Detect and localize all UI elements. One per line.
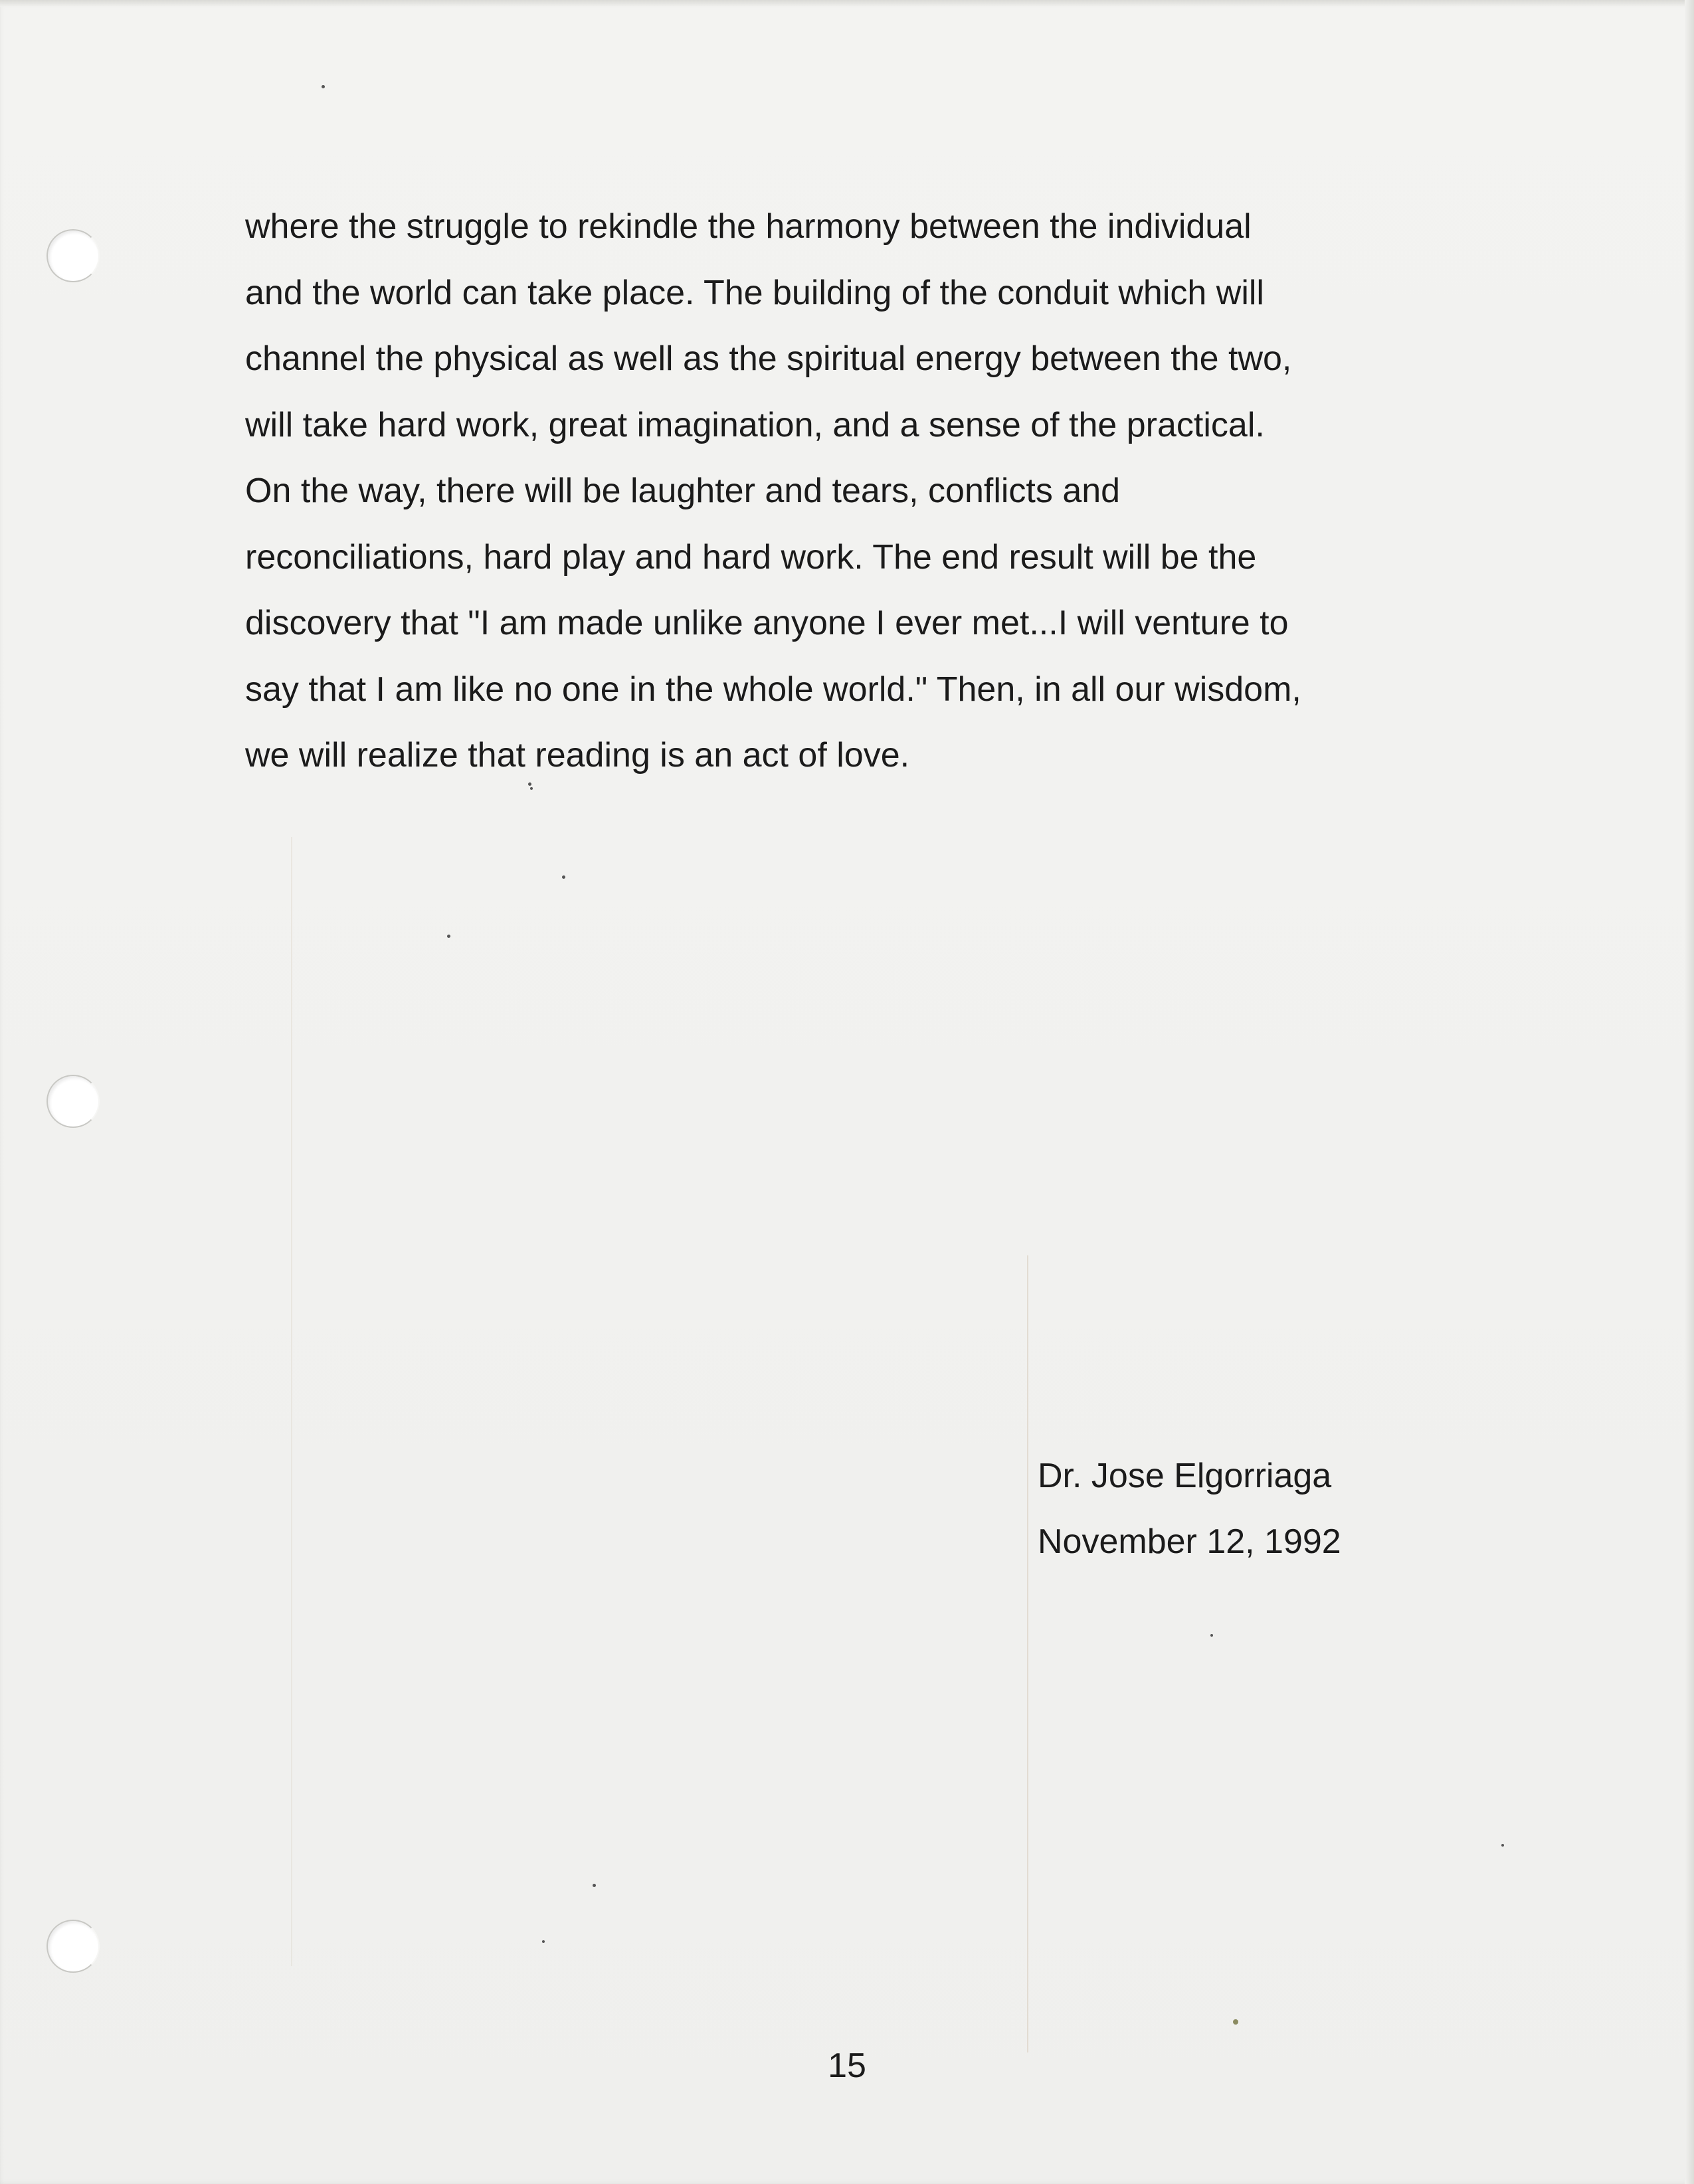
dust-speck bbox=[322, 85, 325, 88]
dust-speck bbox=[1210, 1634, 1213, 1637]
dust-speck bbox=[1233, 2019, 1238, 2025]
signature-block bbox=[1038, 1443, 1341, 1575]
binder-hole-top bbox=[47, 229, 100, 282]
scan-artifact-line bbox=[1027, 1255, 1028, 2052]
scan-artifact-line bbox=[291, 837, 292, 1966]
body-line: we will realize that reading is an act of love. bbox=[245, 736, 910, 774]
dust-speck bbox=[542, 1940, 545, 1943]
page-right-edge bbox=[1685, 0, 1694, 2184]
dust-speck bbox=[447, 935, 450, 938]
binder-hole-middle bbox=[47, 1075, 100, 1128]
binder-hole-bottom bbox=[47, 1920, 100, 1973]
page-top-edge bbox=[0, 0, 1694, 7]
body-paragraph bbox=[245, 194, 1507, 789]
body-line: reconciliations, hard play and hard work. The end result will be the bbox=[245, 537, 1257, 577]
dust-speck bbox=[1501, 1844, 1504, 1847]
page-number: 15 bbox=[828, 2047, 866, 2085]
body-line: discovery that "I am made unlike anyone I ever met...I will venture to bbox=[245, 604, 1289, 642]
body-line: will take hard work, great imagination, and a sense of the practical. bbox=[245, 405, 1265, 444]
body-line: and the world can take place. The building of the conduit which will bbox=[245, 273, 1264, 312]
body-line: channel the physical as well as the spiritual energy between the two, bbox=[245, 339, 1292, 378]
body-line: On the way, there will be laughter and tears, conflicts and bbox=[245, 472, 1121, 510]
signature-date: November 12, 1992 bbox=[1038, 1522, 1341, 1561]
author-name: Dr. Jose Elgorriaga bbox=[1038, 1457, 1332, 1495]
body-line: say that I am like no one in the whole world." Then, in all our wisdom, bbox=[245, 670, 1301, 709]
dust-speck bbox=[593, 1884, 596, 1887]
dust-speck bbox=[562, 875, 565, 879]
body-line: where the struggle to rekindle the harmony between the individual bbox=[245, 207, 1252, 246]
